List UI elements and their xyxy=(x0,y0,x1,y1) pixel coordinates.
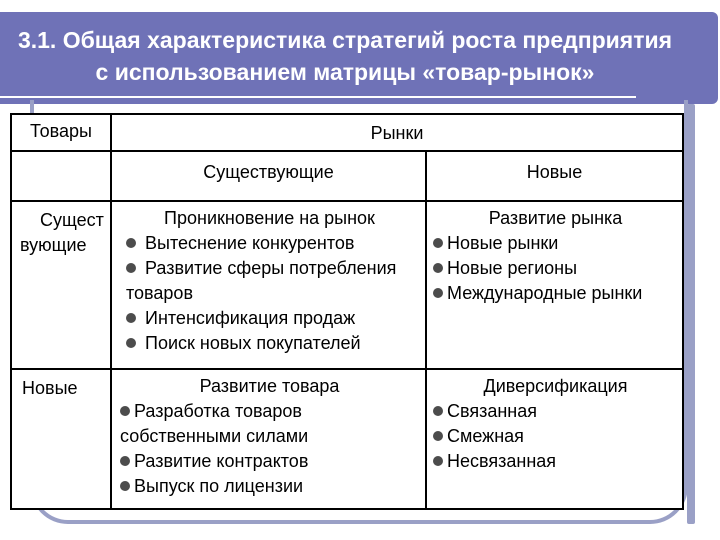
slide-title xyxy=(0,24,690,88)
bullet-row xyxy=(120,306,419,331)
bullet-dot-icon xyxy=(126,313,136,323)
row-new-label: Новые xyxy=(22,378,78,398)
bullet-row xyxy=(433,231,678,256)
cell-title: Развитие рынка xyxy=(488,208,623,228)
list-item: Поиск новых покупателей xyxy=(145,333,361,353)
header-goods: Товары xyxy=(11,114,111,151)
list-item: Смежная xyxy=(447,426,524,446)
bullet-row xyxy=(433,256,678,281)
header-empty-cell xyxy=(11,151,111,201)
bullet-dot-icon xyxy=(126,238,136,248)
list-item: Связанная xyxy=(447,401,538,421)
bullet-row xyxy=(120,474,419,499)
cell-diversification xyxy=(426,369,683,509)
cell-market-development xyxy=(426,201,683,369)
list-item: Развитие сферы потребления товаров xyxy=(126,258,397,303)
list-item: Новые регионы xyxy=(447,258,578,278)
cell-market-penetration xyxy=(111,201,426,369)
bullet-row xyxy=(433,449,678,474)
list-item: Выпуск по лицензии xyxy=(134,476,304,496)
bullet-dot-icon xyxy=(120,481,130,491)
bullet-dot-icon xyxy=(126,263,136,273)
row-existing-goods xyxy=(11,201,111,369)
header-markets: Рынки xyxy=(111,114,683,151)
list-item: Разработка товаров собственными силами xyxy=(120,401,309,446)
title-underline xyxy=(0,96,636,98)
bullet-dot-icon xyxy=(120,406,130,416)
column-new-markets: Новые xyxy=(426,151,683,201)
slide-title-line-1: 3.1. Общая характеристика стратегий роста предприятия xyxy=(17,27,673,53)
list-item: Развитие контрактов xyxy=(134,451,309,471)
bullet-row xyxy=(120,449,419,474)
row-existing-label-1: Сущест xyxy=(40,210,104,230)
bullet-row xyxy=(433,399,678,424)
bullet-dot-icon xyxy=(433,238,443,248)
list-item: Несвязанная xyxy=(447,451,557,471)
slide-title-line-2: с использованием матрицы «товар-рынок» xyxy=(95,59,595,85)
list-item: Международные рынки xyxy=(447,283,643,303)
bullet-row xyxy=(120,399,419,449)
column-existing-markets: Существующие xyxy=(111,151,426,201)
list-item: Новые рынки xyxy=(447,233,559,253)
cell-product-development xyxy=(111,369,426,509)
row-existing-label-2: вующие xyxy=(20,235,87,255)
bullet-row xyxy=(433,424,678,449)
row-new-goods xyxy=(11,369,111,509)
decorative-side-bar xyxy=(687,104,695,524)
bullet-row xyxy=(120,256,419,306)
list-item: Интенсификация продаж xyxy=(145,308,356,328)
bullet-dot-icon xyxy=(433,456,443,466)
bullet-dot-icon xyxy=(120,456,130,466)
bullet-row xyxy=(120,231,419,256)
cell-title: Проникновение на рынок xyxy=(164,208,375,228)
bullet-dot-icon xyxy=(433,263,443,273)
bullet-dot-icon xyxy=(433,431,443,441)
bullet-row xyxy=(120,331,419,356)
product-market-matrix xyxy=(10,113,684,510)
list-item: Вытеснение конкурентов xyxy=(145,233,355,253)
bullet-row xyxy=(433,281,678,306)
bullet-dot-icon xyxy=(126,338,136,348)
cell-title: Развитие товара xyxy=(199,376,340,396)
bullet-dot-icon xyxy=(433,288,443,298)
cell-title: Диверсификация xyxy=(483,376,628,396)
bullet-dot-icon xyxy=(433,406,443,416)
